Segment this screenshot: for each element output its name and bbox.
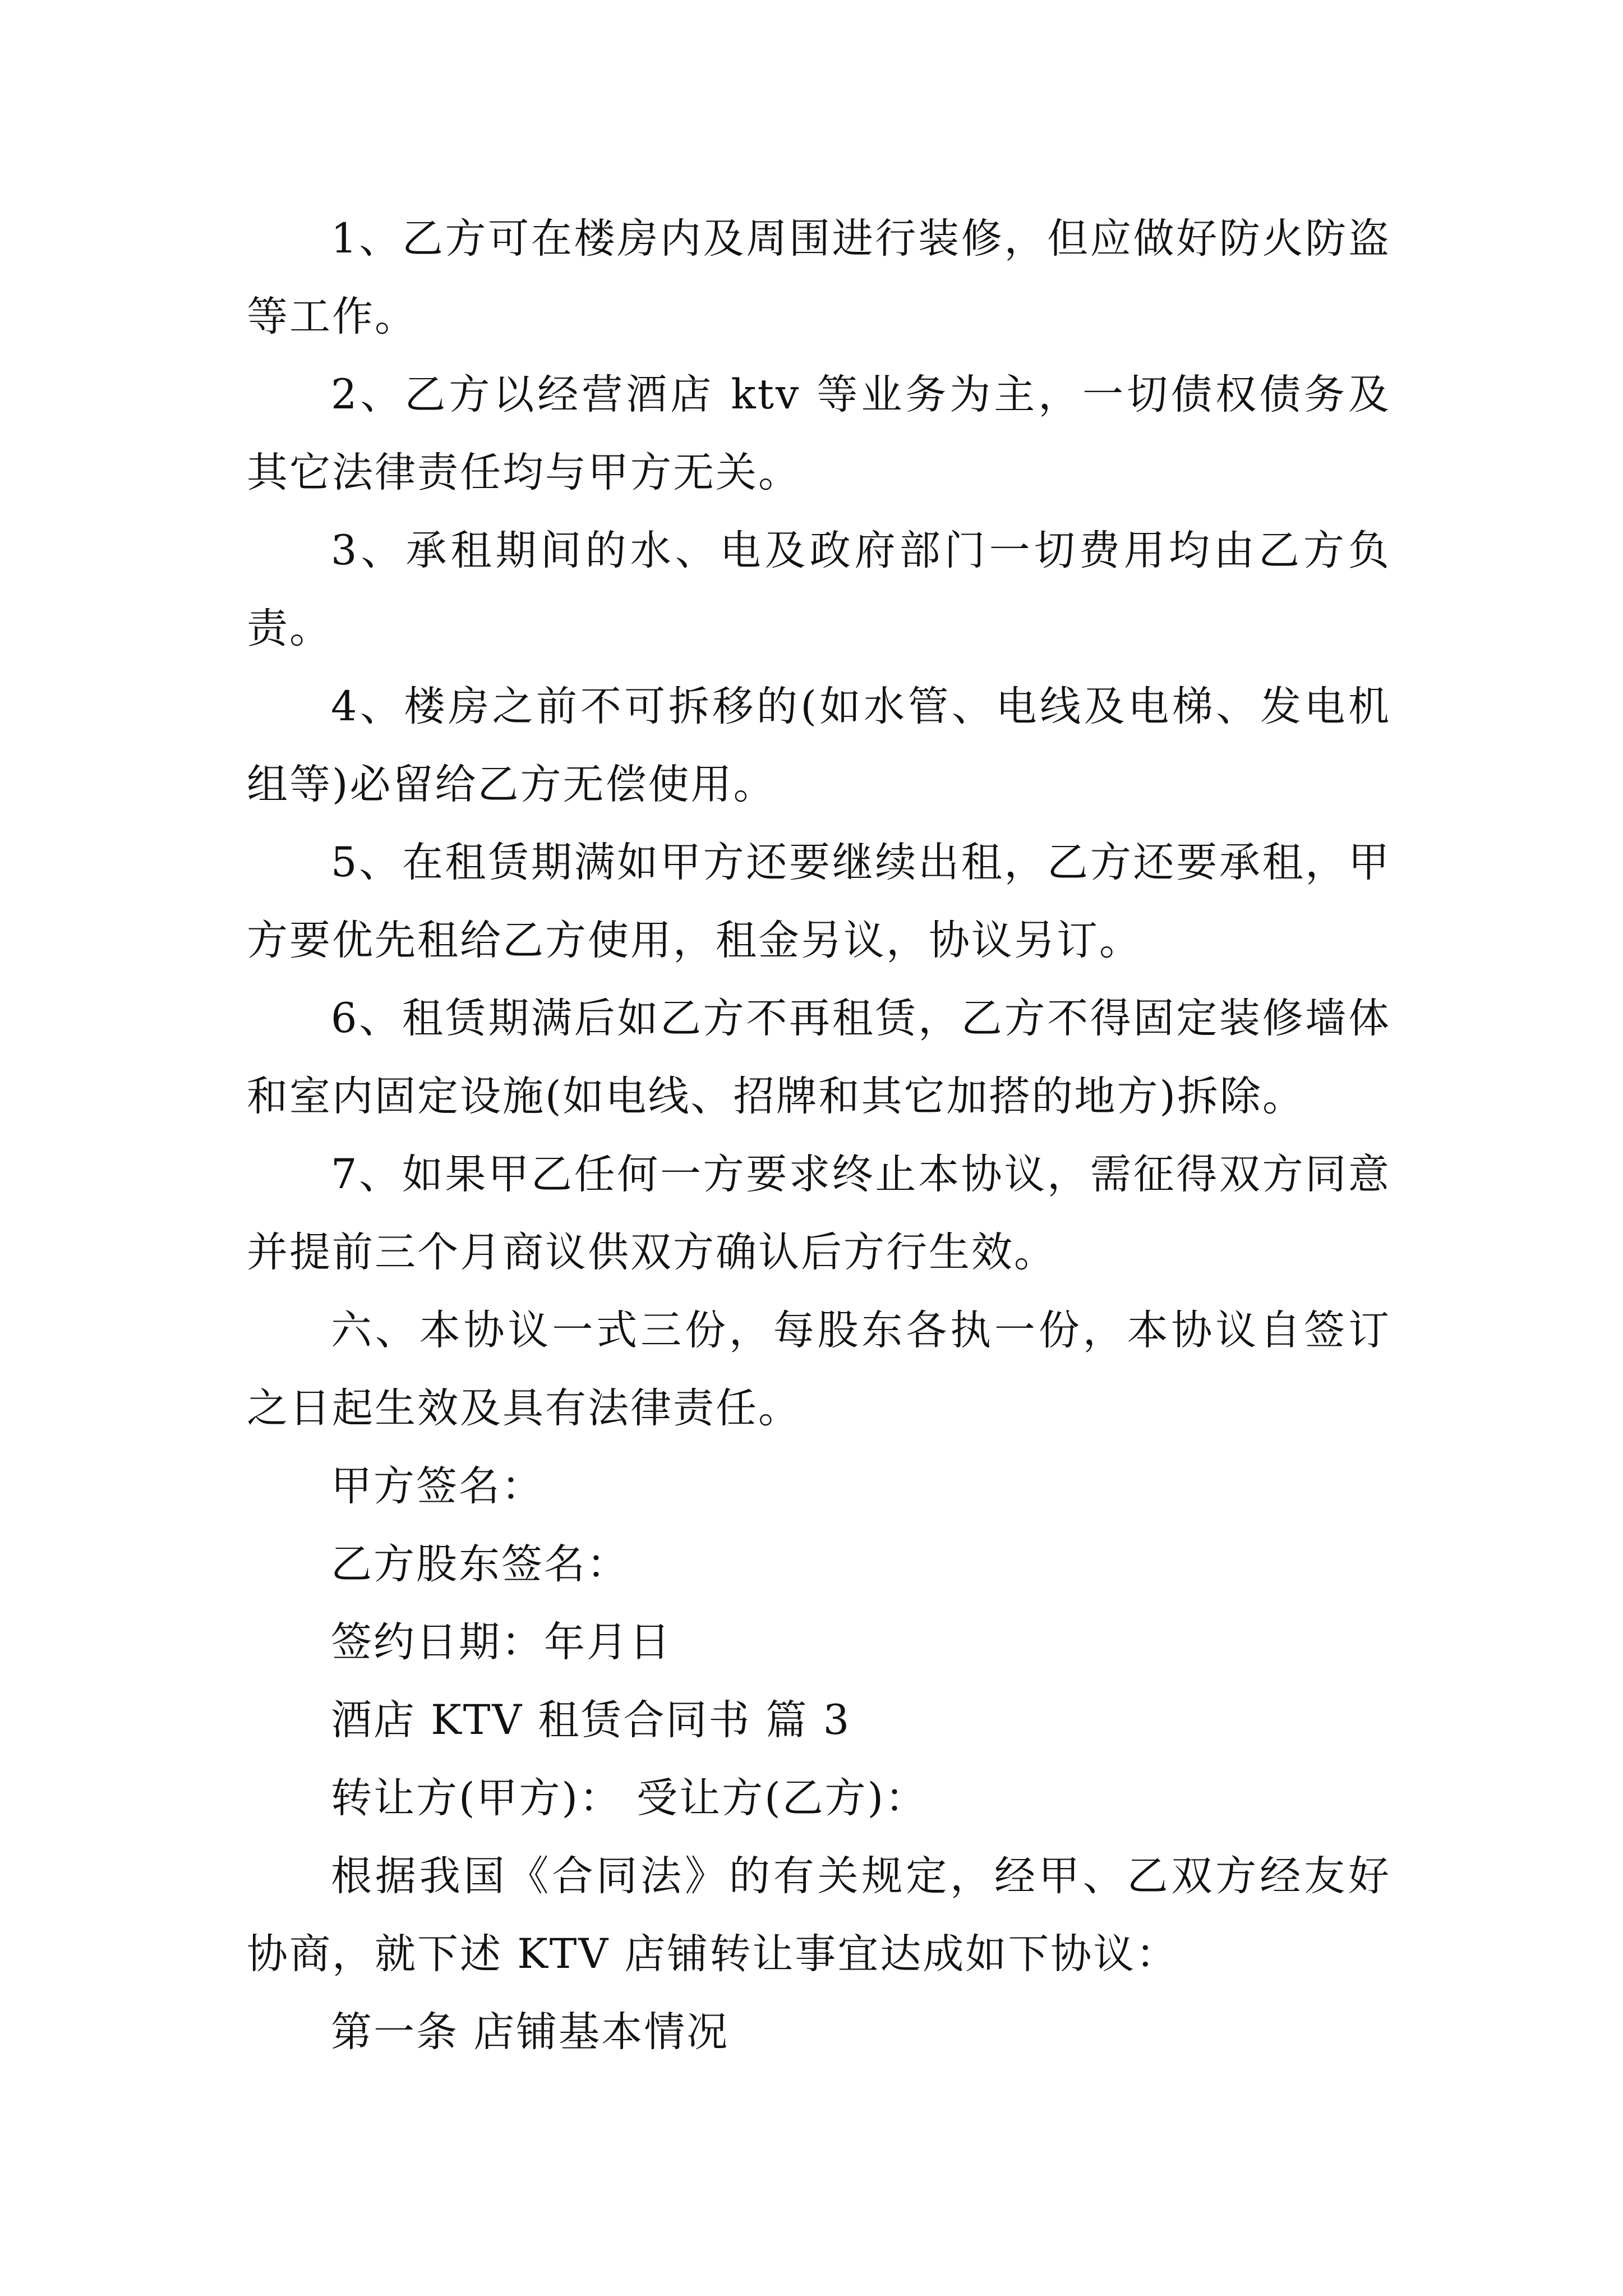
clause-6: 6、租赁期满后如乙方不再租赁，乙方不得固定装修墙体和室内固定设施(如电线、招牌和其它加搭的地方)拆除。 — [247, 995, 1391, 1120]
signature-party-b: 乙方股东签名： — [331, 1540, 629, 1588]
section-title: 酒店 KTV 租赁合同书 篇 3 — [331, 1696, 851, 1744]
clause-1: 1、乙方可在楼房内及周围进行装修，但应做好防火防盗等工作。 — [247, 215, 1391, 341]
clause-7: 7、如果甲乙任何一方要求终止本协议，需征得双方同意并提前三个月商议供双方确认后方行生效。 — [247, 1151, 1391, 1276]
clause-3: 3、承租期间的水、电及政府部门一切费用均由乙方负责。 — [247, 527, 1391, 652]
clause-2: 2、乙方以经营酒店 ktv 等业务为主，一切债权债务及其它法律责任均与甲方无关。 — [247, 371, 1391, 496]
sign-date: 签约日期：年月日 — [331, 1618, 672, 1666]
clause-4: 4、楼房之前不可拆移的(如水管、电线及电梯、发电机组等)必留给乙方无偿使用。 — [247, 683, 1391, 808]
signature-party-a: 甲方签名： — [331, 1462, 544, 1510]
clause-5: 5、在租赁期满如甲方还要继续出租，乙方还要承租，甲方要优先租给乙方使用，租金另议，协议另订。 — [247, 839, 1391, 964]
parties-line: 转让方(甲方)： 受让方(乙方)： — [331, 1774, 928, 1822]
preamble: 根据我国《合同法》的有关规定，经甲、乙双方经友好协商，就下述 KTV 店铺转让事宜达成如下协议： — [247, 1852, 1391, 1978]
article-1-title: 第一条 店铺基本情况 — [331, 2008, 730, 2056]
clause-six: 六、本协议一式三份，每股东各执一份，本协议自签订之日起生效及具有法律责任。 — [247, 1306, 1391, 1432]
document-body — [247, 200, 1391, 2071]
